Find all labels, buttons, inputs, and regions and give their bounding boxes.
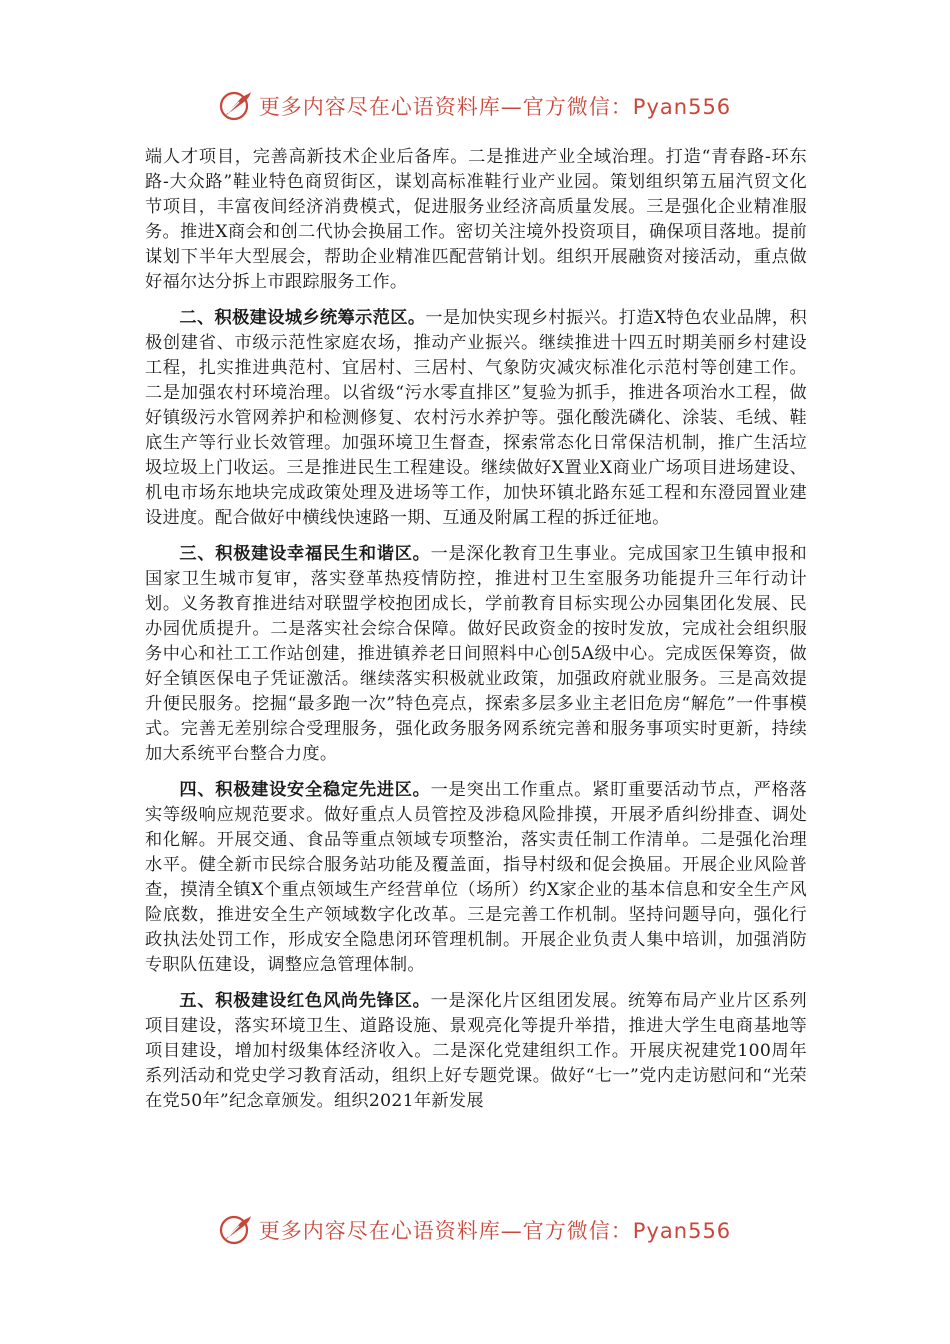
footer-banner-text: 更多内容尽在心语资料库—官方微信：Pyan556 bbox=[258, 1219, 732, 1243]
paragraph-section-3 bbox=[145, 542, 807, 767]
paragraph-body: 一是突出工作重点。紧盯重要活动节点，严格落实等级响应规范要求。做好重点人员管控及涉稳风险排摸，开展矛盾纠纷排查、调处和化解。开展交通、食品等重点领域专项整治，落实责任制工作清单。二是强化治理水平。健全新市民综合服务站功能及覆盖面，指导村级和促会换届。开展企业风险普查，摸清全镇X个重点领域生产经营单位（场所）约X家企业的基本信息和安全生产风险底数，推进安全生产领域数字化改革。三是完善工作机制。坚持问题导向，强化行政执法处罚工作，形成安全隐患闭环管理机制。开展企业负责人集中培训，加强消防专职队伍建设，调整应急管理体制。 bbox=[145, 780, 808, 975]
paragraph-section-5 bbox=[145, 989, 807, 1114]
section-heading: 三、积极建设幸福民生和谐区。 bbox=[179, 544, 431, 564]
footer-banner bbox=[0, 1208, 950, 1252]
paragraph-body: 一是深化教育卫生事业。完成国家卫生镇申报和国家卫生城市复审，落实登革热疫情防控，推进村卫生室服务功能提升三年行动计划。义务教育推进结对联盟学校抱团成长，学前教育目标实现公办园集团化发展、民办园优质提升。二是落实社会综合保障。做好民政资金的按时发放，完成社会组织服务中心和社工工作站创建，推进镇养老日间照料中心创5A级中心。完成医保筹资，做好全镇医保电子凭证激活。继续落实积极就业政策，加强政府就业服务。三是高效提升便民服务。挖掘“最多跑一次”特色亮点，探索多层多业主老旧危房“解危”一件事模式。完善无差别综合受理服务，强化政务服务网系统完善和服务事项实时更新，持续加大系统平台整合力度。 bbox=[145, 544, 808, 764]
paragraph-body: 一是深化片区组团发展。统筹布局产业片区系列项目建设，落实环境卫生、道路设施、景观亮化等提升举措，推进大学生电商基地等项目建设，增加村级集体经济收入。二是深化党建组织工作。开展庆祝建党100周年系列活动和党史学习教育活动，组织上好专题党课。做好“七一”党内走访慰问和“光荣在党50年”纪念章颁发。组织2021年新发展 bbox=[145, 991, 808, 1111]
header-banner-text: 更多内容尽在心语资料库—官方微信：Pyan556 bbox=[258, 95, 732, 119]
document-body bbox=[145, 145, 807, 1125]
paragraph-body: 一是加快实现乡村振兴。打造X特色农业品牌，积极创建省、市级示范性家庭农场，推动产业振兴。继续推进十四五时期美丽乡村建设工程，扎实推进典范村、宜居村、三居村、气象防灾减灾标准化示范村等创建工作。二是加强农村环境治理。以省级“污水零直排区”复验为抓手，推进各项治水工程，做好镇级污水管网养护和检测修复、农村污水养护等。强化酸洗磷化、涂装、毛绒、鞋底生产等行业长效管理。加强环境卫生督查，探索常态化日常保洁机制，推广生活垃圾垃圾上门收运。三是推进民生工程建设。继续做好X置业X商业广场项目进场建设、机电市场东地块完成政策处理及进场等工作，加快环镇北路东延工程和东澄园置业建设进度。配合做好中横线快速路一期、互通及附属工程的拆迁征地。 bbox=[145, 308, 807, 528]
paragraph-section-4 bbox=[145, 778, 807, 978]
paragraph-body: 端人才项目，完善高新技术企业后备库。二是推进产业全域治理。打造“青春路-环东路-大众路”鞋业特色商贸街区，谋划高标准鞋行业产业园。策划组织第五届汽贸文化节项目，丰富夜间经济消费模式，促进服务业经济高质量发展。三是强化企业精准服务。推进X商会和创二代协会换届工作。密切关注境外投资项目，确保项目落地。提前谋划下半年大型展会，帮助企业精准匹配营销计划。组织开展融资对接活动，重点做好福尔达分拆上市跟踪服务工作。 bbox=[145, 147, 807, 292]
paragraph-section-2 bbox=[145, 306, 807, 531]
feather-pen-logo-icon bbox=[219, 1213, 253, 1247]
section-heading: 五、积极建设红色风尚先锋区。 bbox=[179, 991, 431, 1011]
section-heading: 四、积极建设安全稳定先进区。 bbox=[179, 780, 431, 800]
section-heading: 二、积极建设城乡统筹示范区。 bbox=[179, 308, 426, 328]
header-banner bbox=[0, 84, 950, 128]
feather-pen-logo-icon bbox=[219, 89, 253, 123]
paragraph-continuation bbox=[145, 145, 807, 295]
